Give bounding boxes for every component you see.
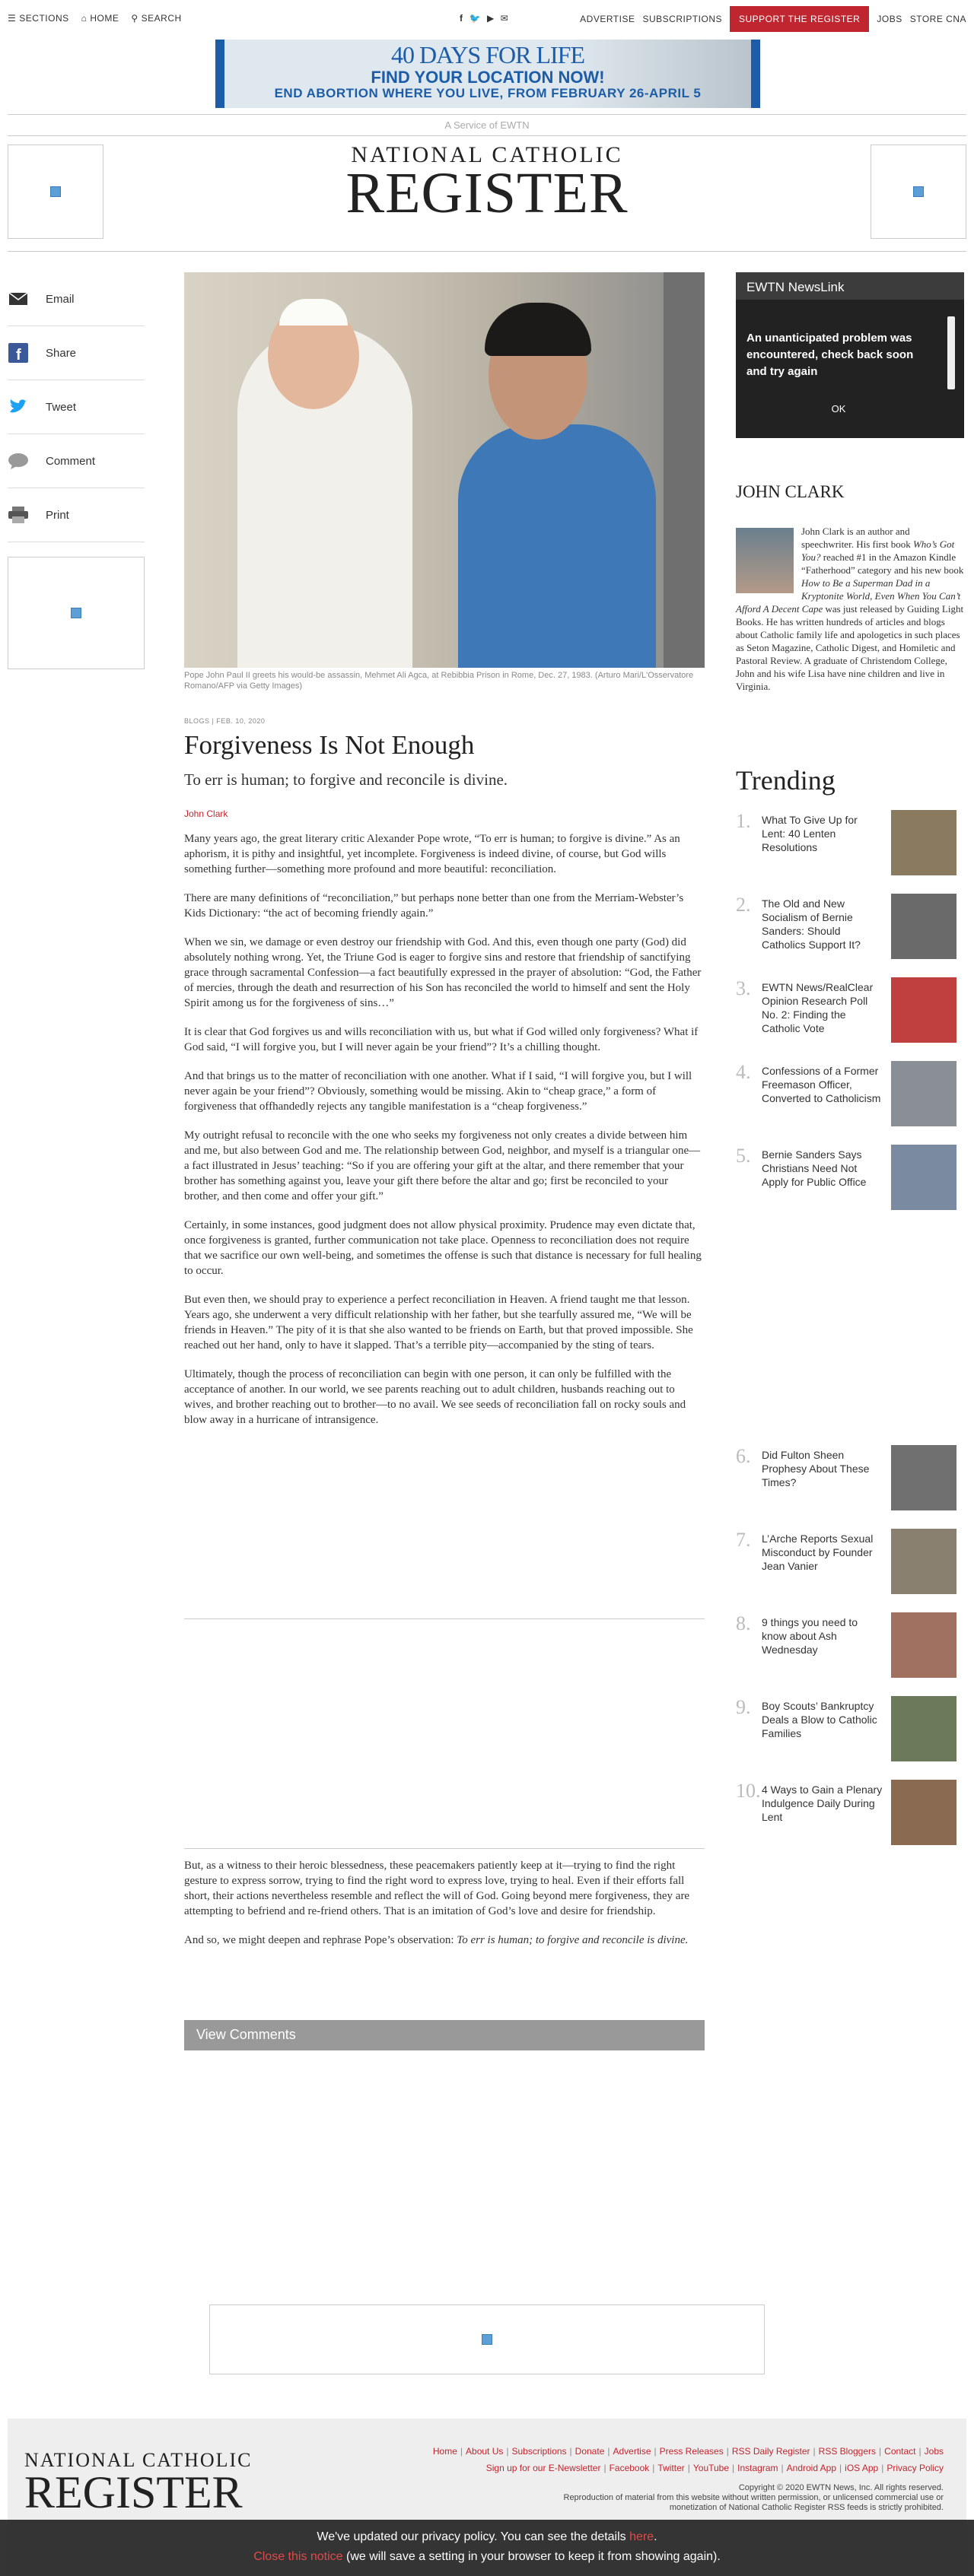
- trending-thumbnail[interactable]: [891, 1145, 956, 1210]
- trending-number: 3.: [736, 977, 751, 999]
- separator: |: [652, 2463, 655, 2473]
- paragraph: And that brings us to the matter of reconciliation with one another. What if I said, “I will forgive you, but I will never again be your friend”? Obviously, something would be missing. Akin to “cheap grace,” a form of forgiveness that offhandedly rejects any tangible manifestation is a “cheap forgiveness.”: [184, 1070, 692, 1113]
- trending-item[interactable]: [736, 894, 964, 967]
- twitter-icon: [8, 399, 29, 415]
- trending-item[interactable]: [736, 810, 964, 883]
- share-twitter[interactable]: Tweet: [8, 380, 145, 434]
- footer-copyright: Copyright © 2020 EWTN News, Inc. All rights reserved. Reproduction of material from this website without written permission, or unlicensed commercial use or monetization of National Catholic Register RSS feeds is strictly prohibited.: [563, 2483, 944, 2512]
- trending-heading: Trending: [736, 765, 836, 796]
- paragraph: But, as a witness to their heroic blessedness, these peacemakers patiently keep at it—trying to find the right gesture to express sorrow, trying to find the right word to express love, trying to heal. Even if their efforts fall short, their actions nevertheless resemble and reflect the will of God. Going beyond mere forgiveness, they are attempting to befriend and re-friend others. That is an imitation of God’s love and desire for friendship.: [184, 1860, 690, 1917]
- privacy-notice: We've updated our privacy policy. You can see the details here. Close this notice (we will save a setting in your browser to keep it from showing again).: [0, 2520, 974, 2576]
- twitter-icon[interactable]: 🐦: [469, 13, 481, 24]
- paragraph: But even then, we should pray to experience a perfect reconciliation in Heaven. A friend taught me that lesson. Years ago, she underwent a very difficult relationship with her father, but she tearfully assured me, “We will be friends in Heaven.” The pity of it is that she also wanted to be friends on Earth, but that proved impossible. She reached out her hand, only to have it slapped. That’s a terrible pity—accompanied by the sting of tears.: [184, 1294, 693, 1352]
- banner-line2: FIND YOUR LOCATION NOW!: [371, 68, 605, 87]
- trending-number: 4.: [736, 1061, 751, 1083]
- trending-title[interactable]: What To Give Up for Lent: 40 Lenten Resolutions: [762, 814, 858, 853]
- broken-image-icon: [50, 186, 61, 197]
- article-subtitle: To err is human; to forgive and reconcile is divine.: [184, 770, 508, 789]
- article-body: [184, 831, 702, 1441]
- facebook-icon: [8, 345, 29, 361]
- footer-link[interactable]: Subscriptions: [511, 2446, 567, 2457]
- ewtn-newslink-widget: [736, 272, 964, 438]
- trending-thumbnail[interactable]: [891, 894, 956, 959]
- footer-link[interactable]: Advertise: [613, 2446, 651, 2457]
- trending-number: 2.: [736, 894, 751, 916]
- paragraph: Ultimately, though the process of reconciliation can begin with one person, it can only be fulfilled with the acceptance of another. In our world, we see parents reaching out to adult children, husbands reaching out to wives, and brother reaching out to brother—to no avail. We see seeds of reconciliation fall on rocky souls and blow away in a hurricane of intransigence.: [184, 1368, 686, 1426]
- footer-link[interactable]: RSS Bloggers: [818, 2446, 877, 2457]
- trending-title[interactable]: Bernie Sanders Says Christians Need Not Apply for Public Office: [762, 1148, 867, 1188]
- paragraph: It is clear that God forgives us and wills reconciliation with us, but what if God willed only forgiveness? What if God said, “I will forgive you, but I will never again be your friend”? It’s a chilling thought.: [184, 1026, 699, 1053]
- article-body-continued: [184, 1858, 702, 1961]
- article-hero-image: [184, 272, 705, 668]
- separator: |: [506, 2446, 509, 2457]
- author-name: JOHN CLARK: [736, 482, 845, 501]
- footer-link[interactable]: RSS Daily Register: [731, 2446, 810, 2457]
- facebook-icon[interactable]: f: [460, 13, 463, 24]
- banner-line3: END ABORTION WHERE YOU LIVE, FROM FEBRUARY 26-APRIL 5: [274, 86, 702, 100]
- footer-links: [396, 2443, 944, 2476]
- close-notice-link[interactable]: Close this notice: [253, 2550, 343, 2563]
- service-label: A Service of EWTN: [444, 119, 530, 131]
- advertise-link[interactable]: ADVERTISE: [580, 14, 635, 24]
- category-link[interactable]: BLOGS: [184, 717, 210, 725]
- footer-link[interactable]: Facebook: [609, 2463, 650, 2473]
- separator: |: [726, 2446, 729, 2457]
- footer-link[interactable]: Home: [432, 2446, 457, 2457]
- closing-paragraph: And so, we might deepen and rephrase Pope’s observation: To err is human; to forgive and reconcile is divine.: [184, 1934, 689, 1946]
- sidebar-ad[interactable]: [8, 557, 145, 669]
- divider: [8, 251, 966, 252]
- separator: |: [569, 2446, 572, 2457]
- footer-link[interactable]: Twitter: [657, 2463, 685, 2473]
- share-print[interactable]: Print: [8, 488, 145, 542]
- trending-item[interactable]: [736, 1780, 964, 1853]
- divider: [8, 114, 966, 115]
- footer-logo[interactable]: NATIONAL CATHOLIC REGISTER: [24, 2449, 253, 2517]
- separator: |: [687, 2463, 690, 2473]
- separator: |: [603, 2463, 606, 2473]
- trending-title[interactable]: The Old and New Socialism of Bernie Sanders: Should Catholics Support It?: [762, 897, 861, 951]
- print-icon: [8, 507, 29, 523]
- trending-number: 6.: [736, 1445, 751, 1467]
- footer-link[interactable]: Jobs: [924, 2446, 944, 2457]
- jobs-link[interactable]: JOBS: [877, 14, 902, 24]
- share-email[interactable]: Email: [8, 272, 145, 326]
- footer-link[interactable]: About Us: [466, 2446, 504, 2457]
- separator: |: [881, 2463, 884, 2473]
- trending-number: 10.: [736, 1780, 761, 1802]
- banner-ad[interactable]: [215, 40, 760, 108]
- footer-link[interactable]: iOS App: [845, 2463, 879, 2473]
- separator: |: [654, 2446, 657, 2457]
- separator: |: [813, 2446, 816, 2457]
- trending-title[interactable]: Did Fulton Sheen Prophesy About These Times?: [762, 1449, 870, 1488]
- search-link[interactable]: ⚲ SEARCH: [131, 13, 182, 24]
- separator: |: [607, 2446, 610, 2457]
- trending-item[interactable]: [736, 977, 964, 1050]
- bottom-ad[interactable]: [209, 2304, 765, 2374]
- separator: |: [879, 2446, 882, 2457]
- share-bar: [8, 272, 145, 542]
- trending-thumbnail[interactable]: [891, 977, 956, 1043]
- trending-number: 9.: [736, 1696, 751, 1718]
- separator: |: [918, 2446, 921, 2457]
- view-comments-button[interactable]: View Comments: [184, 2020, 705, 2050]
- separator: |: [781, 2463, 784, 2473]
- footer-link[interactable]: Android App: [786, 2463, 837, 2473]
- trending-title[interactable]: L’Arche Reports Sexual Misconduct by Founder Jean Vanier: [762, 1533, 874, 1572]
- trending-thumbnail[interactable]: [891, 1612, 956, 1678]
- trending-item[interactable]: [736, 1529, 964, 1602]
- privacy-details-link[interactable]: here: [629, 2530, 654, 2543]
- newslink-ok-button[interactable]: OK: [831, 403, 846, 415]
- trending-thumbnail[interactable]: [891, 1780, 956, 1845]
- newslink-error: An unanticipated problem was encountered, check back soon and try again: [746, 332, 914, 378]
- email-icon: [8, 291, 29, 307]
- trending-title[interactable]: EWTN News/RealClear Opinion Research Poll No. 2: Finding the Catholic Vote: [762, 981, 874, 1034]
- paragraph: Certainly, in some instances, good judgment does not allow physical proximity. Prudence may even dictate that, once forgiveness is granted, further communication not take place. Openness to reconciliation does not require that we sacrifice our own well-being, and sometimes the offense is such that distance is necessary for full healing to occur.: [184, 1219, 702, 1277]
- menu-icon: ☰: [8, 13, 17, 24]
- trending-thumbnail[interactable]: [891, 810, 956, 875]
- trending-thumbnail[interactable]: [891, 1696, 956, 1761]
- divider: [184, 1848, 705, 1849]
- divider: [8, 135, 966, 136]
- trending-title[interactable]: Boy Scouts’ Bankruptcy Deals a Blow to Catholic Families: [762, 1700, 877, 1739]
- footer-link[interactable]: Donate: [575, 2446, 605, 2457]
- footer-link[interactable]: Privacy Policy: [886, 2463, 944, 2473]
- separator: |: [839, 2463, 842, 2473]
- trending-item[interactable]: [736, 1612, 964, 1685]
- footer-link[interactable]: Contact: [884, 2446, 916, 2457]
- trending-number: 8.: [736, 1612, 751, 1634]
- paragraph: There are many definitions of “reconciliation,” but perhaps none better than one from the Merriam-Webster’s Kids Dictionary: “the act of becoming friendly again.”: [184, 892, 684, 920]
- footer-link[interactable]: Press Releases: [659, 2446, 724, 2457]
- author-avatar: [736, 528, 794, 593]
- article-title: Forgiveness Is Not Enough: [184, 730, 475, 760]
- newslink-heading: EWTN NewsLink: [736, 272, 964, 300]
- footer-link[interactable]: Instagram: [737, 2463, 778, 2473]
- trending-number: 5.: [736, 1145, 751, 1167]
- paragraph: When we sin, we damage or even destroy our friendship with God. And this, even though one party (God) did absolutely nothing wrong. Yet, the Triune God is eager to forgive sins and restore that friendship of sanctifying grace through sacramental Confession—a fact beautifully expressed in the prayer of absolution: “God, the Father of mercies, through the death and resurrection of his Son has reconciled the world to himself and sent the Holy Spirit among us for the forgiveness of sins…”: [184, 936, 702, 1009]
- footer-link[interactable]: Sign up for our E-Newsletter: [485, 2463, 601, 2473]
- trending-thumbnail[interactable]: [891, 1445, 956, 1510]
- sections-menu[interactable]: ☰ SECTIONS: [8, 13, 69, 24]
- site-logo[interactable]: NATIONAL CATHOLIC REGISTER: [345, 142, 629, 225]
- support-button[interactable]: SUPPORT THE REGISTER: [730, 6, 869, 32]
- newslink-scrollbar[interactable]: [947, 316, 955, 389]
- search-icon: ⚲: [131, 13, 138, 24]
- separator: |: [732, 2463, 735, 2473]
- youtube-icon[interactable]: ▶: [486, 13, 495, 24]
- trending-thumbnail[interactable]: [891, 1061, 956, 1126]
- share-facebook[interactable]: f Share: [8, 326, 145, 380]
- separator: |: [460, 2446, 463, 2457]
- svg-text:f: f: [16, 347, 21, 363]
- article-date: FEB. 10, 2020: [216, 717, 266, 725]
- trending-title[interactable]: Confessions of a Former Freemason Officer, Converted to Catholicism: [762, 1065, 881, 1104]
- author-bio: John Clark is an author and speechwriter. His first book Who’s Got You? reached #1 in the Amazon Kindle “Fatherhood” category and his new book How to Be a Superman Dad in a Kryptonite World, Even When You Can’t Afford A Decent Cape was just released by Guiding Light Books. He has written hundreds of articles and blogs about Catholic family life and apologetics in such places as Seton Magazine, Catholic Digest, and Homiletic and Pastoral Review. A graduate of Christendom College, John and his wife Lisa have nine children and live in Virginia.: [736, 526, 964, 692]
- trending-item[interactable]: [736, 1696, 964, 1769]
- author-link[interactable]: John Clark: [184, 808, 228, 819]
- trending-item[interactable]: [736, 1145, 964, 1218]
- image-caption: Pope John Paul II greets his would-be assassin, Mehmet Ali Agca, at Rebibbia Prison in Rome, Dec. 27, 1983. (Arturo Mari/L'Osservatore Romano/AFP via Getty Images): [184, 671, 694, 691]
- subscriptions-link[interactable]: SUBSCRIPTIONS: [642, 14, 722, 24]
- divider: [184, 1618, 705, 1619]
- trending-title[interactable]: 9 things you need to know about Ash Wednesday: [762, 1616, 858, 1656]
- home-link[interactable]: ⌂ HOME: [81, 13, 119, 24]
- home-icon: ⌂: [81, 13, 88, 24]
- comment-icon: [8, 453, 29, 469]
- side-ad-right[interactable]: [871, 145, 966, 239]
- broken-image-icon: [913, 186, 924, 197]
- store-link[interactable]: STORE CNA: [909, 14, 966, 24]
- footer-link[interactable]: YouTube: [692, 2463, 730, 2473]
- email-icon[interactable]: ✉: [500, 13, 509, 24]
- trending-title[interactable]: 4 Ways to Gain a Plenary Indulgence Daily During Lent: [762, 1784, 883, 1823]
- top-nav: [0, 0, 974, 38]
- paragraph: Many years ago, the great literary critic Alexander Pope wrote, “To err is human; to forgive is divine.” As an aphorism, it is pithy and insightful, yet incomplete. Forgiveness is indeed divine, of course, but God wills something further—something more profound and more beautiful: reconciliation.: [184, 833, 680, 875]
- broken-image-icon: [482, 2334, 492, 2345]
- article-meta: BLOGS | FEB. 10, 2020: [184, 717, 266, 725]
- banner-line1: 40 DAYS FOR LIFE: [391, 41, 584, 68]
- share-comment[interactable]: Comment: [8, 434, 145, 488]
- trending-item[interactable]: [736, 1061, 964, 1134]
- side-ad-left[interactable]: [8, 145, 103, 239]
- paragraph: My outright refusal to reconcile with the one who seeks my forgiveness not only creates a divide between him and me, but also between God and me. The relationship between God, neighbor, and myself is a triangular one—a fact illustrated in Jesus’ teaching: “So if you are offering your gift at the altar, and there remember that your brother has something against you, leave your gift there before the altar and go; first be reconciled to your brother, and then come and offer your gift.”: [184, 1129, 701, 1202]
- trending-number: 7.: [736, 1529, 751, 1551]
- trending-number: 1.: [736, 810, 751, 832]
- trending-thumbnail[interactable]: [891, 1529, 956, 1594]
- broken-image-icon: [71, 608, 81, 618]
- trending-item[interactable]: [736, 1445, 964, 1518]
